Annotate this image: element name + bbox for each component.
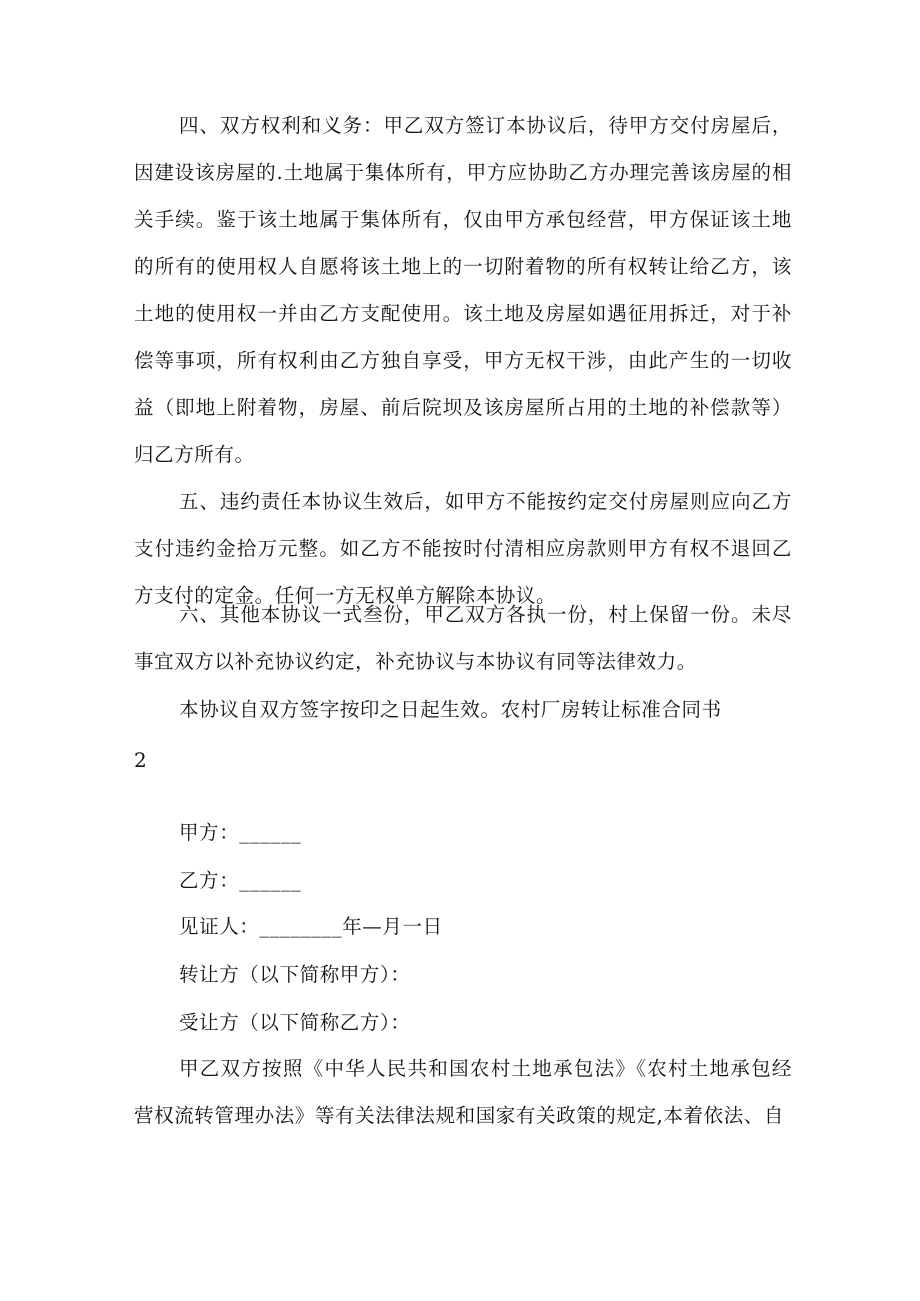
clause-other: 六、其他本协议一式叁份，甲乙双方各执一份，村上保留一份。未尽事宜双方以补充协议约定，补充协议与本协议有同等法律效力。 bbox=[134, 603, 792, 673]
transferee-line: 受让方（以下简称乙方）： bbox=[179, 1011, 411, 1034]
closing-paragraph: 甲乙双方按照《中华人民共和国农村土地承包法》《农村土地承包经营权流转管理办法》等有关法律法规和国家有关政策的规定,本着依法、自 bbox=[134, 1057, 792, 1127]
clause-breach-liability: 五、违约责任本协议生效后，如甲方不能按约定交付房屋则应向乙方支付违约金拾万元整。如乙方不能按时付清相应房款则甲方有权不退回乙方支付的定金。任何一方无权单方解除本协议。 bbox=[134, 490, 792, 607]
party-a-line: 甲方：______ bbox=[179, 821, 302, 844]
page-number: 2 bbox=[134, 748, 147, 772]
effective-clause: 本协议自双方签字按印之日起生效。农村厂房转让标准合同书 bbox=[179, 698, 722, 721]
clause-rights-obligations: 四、双方权利和义务：甲乙双方签订本协议后，待甲方交付房屋后，因建设该房屋的.土地属于集体所有，甲方应协助乙方办理完善该房屋的相关手续。鉴于该土地属于集体所有，仅由甲方承包经营，甲方保证该土地的所有的使用权人自愿将该土地上的一切附着物的所有权转让给乙方，该土地的使用权一并由乙方支配使用。该土地及房屋如遇征用拆迁，对于补偿等事项，所有权利由乙方独自享受，甲方无权干涉，由此产生的一切收益（即地上附着物，房屋、前后院坝及该房屋所占用的土地的补偿款等）归乙方所有。 bbox=[134, 114, 792, 466]
party-b-line: 乙方：______ bbox=[179, 869, 302, 892]
witness-line: 见证人：________年—月一日 bbox=[179, 915, 443, 938]
transferor-line: 转让方（以下简称甲方）： bbox=[179, 963, 411, 986]
